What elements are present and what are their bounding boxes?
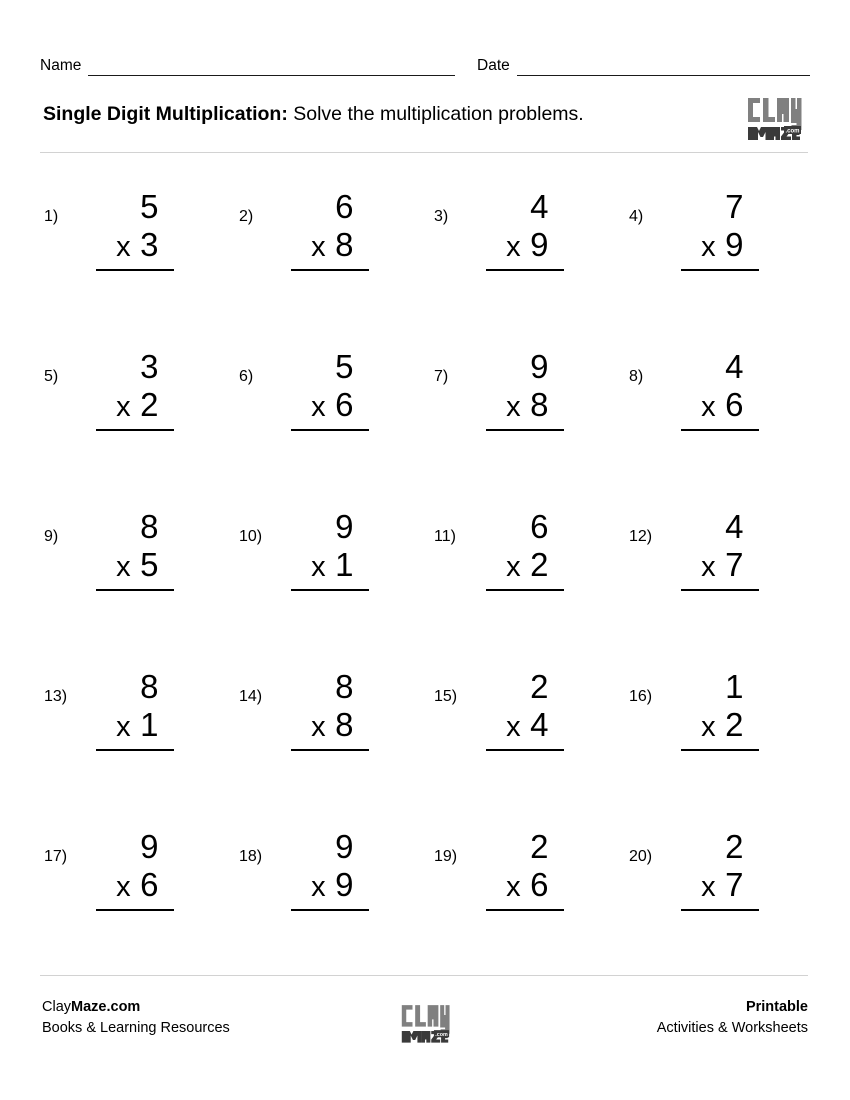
operator-symbol: x [506, 711, 522, 743]
problem-number: 4) [629, 208, 644, 225]
problem-item [40, 348, 200, 440]
problem-stack [80, 668, 177, 751]
svg-text:.com: .com [785, 128, 800, 135]
problem-stack [665, 348, 762, 431]
problem-number: 15) [434, 688, 458, 705]
operand-bottom-line [665, 386, 762, 426]
answer-rule[interactable] [681, 589, 759, 591]
operand-bottom-line [665, 706, 762, 746]
title-heading: Single Digit Multiplication: [43, 103, 288, 125]
problem-stack [665, 188, 762, 271]
problem-number: 11) [434, 528, 456, 545]
footer-tagline: Books & Learning Resources [42, 1020, 230, 1036]
operand-top: 3 [140, 348, 159, 385]
name-date-row [40, 50, 810, 76]
problem-item [40, 508, 200, 600]
problem-number: 3) [434, 208, 449, 225]
problem-number: 12) [629, 528, 653, 545]
problem-item [625, 188, 785, 280]
name-label: Name [40, 57, 82, 74]
problem-stack [80, 188, 177, 271]
operand-bottom-line [665, 226, 762, 266]
operand-top: 6 [335, 188, 354, 225]
problem-number: 6) [239, 368, 254, 385]
operand-top: 9 [335, 828, 354, 865]
operator-symbol: x [116, 871, 132, 903]
operator-symbol: x [701, 231, 717, 263]
operand-bottom: 4 [530, 706, 549, 743]
answer-rule[interactable] [486, 269, 564, 271]
operand-bottom-line [275, 706, 372, 746]
operator-symbol: x [116, 551, 132, 583]
problem-stack [80, 348, 177, 431]
operand-bottom: 1 [140, 706, 159, 743]
operand-bottom: 8 [335, 706, 354, 743]
problem-item [235, 828, 395, 920]
problem-stack [470, 668, 567, 751]
operator-symbol: x [701, 391, 717, 423]
name-field-group [40, 58, 455, 76]
operand-bottom-line [275, 866, 372, 906]
problem-item [40, 828, 200, 920]
problem-stack [275, 508, 372, 591]
operand-bottom: 2 [140, 386, 159, 423]
problem-row [40, 348, 810, 508]
problem-item [40, 668, 200, 760]
problem-stack [275, 668, 372, 751]
operand-bottom: 6 [140, 866, 159, 903]
answer-rule[interactable] [291, 749, 369, 751]
operand-bottom: 7 [725, 866, 744, 903]
problem-item [625, 828, 785, 920]
operand-bottom-line [275, 386, 372, 426]
operand-bottom: 1 [335, 546, 354, 583]
operand-bottom: 6 [725, 386, 744, 423]
operator-symbol: x [116, 711, 132, 743]
operator-symbol: x [311, 871, 327, 903]
operand-bottom: 6 [335, 386, 354, 423]
problem-number: 20) [629, 848, 653, 865]
operand-top: 4 [725, 508, 744, 545]
answer-rule[interactable] [486, 589, 564, 591]
operand-bottom-line [470, 706, 567, 746]
footer-printable-label: Printable [745, 999, 808, 1015]
problem-number: 5) [44, 368, 59, 385]
operator-symbol: x [506, 391, 522, 423]
operand-top: 8 [140, 668, 159, 705]
operator-symbol: x [116, 391, 132, 423]
problem-number: 7) [434, 368, 449, 385]
answer-rule[interactable] [486, 429, 564, 431]
problem-stack [275, 188, 372, 271]
operand-bottom-line [470, 386, 567, 426]
footer-left-block [42, 997, 230, 1039]
title-row [40, 96, 810, 142]
problem-stack [470, 828, 567, 911]
header-divider [40, 152, 808, 153]
problem-stack [275, 348, 372, 431]
operand-bottom: 5 [140, 546, 159, 583]
footer-site-name [42, 997, 230, 1018]
problem-number: 1) [44, 208, 59, 225]
name-input-line[interactable] [88, 61, 455, 76]
problem-stack [665, 828, 762, 911]
answer-rule[interactable] [96, 589, 174, 591]
footer-right-block [657, 997, 808, 1039]
footer-divider [40, 975, 808, 976]
operand-bottom: 8 [335, 226, 354, 263]
problem-row [40, 828, 810, 988]
operator-symbol: x [701, 871, 717, 903]
problem-row [40, 668, 810, 828]
operand-bottom-line [80, 706, 177, 746]
operand-bottom: 8 [530, 386, 549, 423]
page-title [43, 102, 584, 126]
operand-top: 2 [725, 828, 744, 865]
operand-bottom-line [470, 226, 567, 266]
problem-stack [80, 828, 177, 911]
operator-symbol: x [311, 711, 327, 743]
problem-item [430, 188, 590, 280]
operator-symbol: x [506, 551, 522, 583]
problem-item [235, 188, 395, 280]
answer-rule[interactable] [681, 749, 759, 751]
operand-bottom: 9 [725, 226, 744, 263]
problem-stack [470, 188, 567, 271]
operand-top: 5 [335, 348, 354, 385]
problem-number: 10) [239, 528, 263, 545]
operand-top: 8 [335, 668, 354, 705]
problem-number: 14) [239, 688, 263, 705]
claymaze-logo-footer [400, 999, 450, 1047]
claymaze-logo-header [746, 92, 802, 144]
operand-top: 9 [530, 348, 549, 385]
problem-item [625, 348, 785, 440]
operand-top: 4 [725, 348, 744, 385]
operator-symbol: x [311, 231, 327, 263]
problem-item [235, 348, 395, 440]
answer-rule[interactable] [291, 269, 369, 271]
operand-bottom-line [80, 226, 177, 266]
problem-stack [665, 668, 762, 751]
operator-symbol: x [701, 711, 717, 743]
operand-bottom-line [665, 866, 762, 906]
problem-row [40, 188, 810, 348]
answer-rule[interactable] [681, 269, 759, 271]
operand-bottom-line [80, 386, 177, 426]
answer-rule[interactable] [96, 429, 174, 431]
answer-rule[interactable] [486, 749, 564, 751]
operand-top: 8 [140, 508, 159, 545]
title-instruction: Solve the multiplication problems. [287, 103, 584, 125]
problem-item [430, 508, 590, 600]
answer-rule[interactable] [291, 429, 369, 431]
date-input-line[interactable] [517, 61, 810, 76]
problem-item [625, 668, 785, 760]
operator-symbol: x [506, 231, 522, 263]
answer-rule[interactable] [681, 909, 759, 911]
operand-bottom: 6 [530, 866, 549, 903]
problem-stack [470, 348, 567, 431]
operand-top: 1 [725, 668, 744, 705]
problem-stack [470, 508, 567, 591]
problem-item [430, 828, 590, 920]
operand-top: 6 [530, 508, 549, 545]
problems-grid [40, 188, 810, 988]
svg-text:.com: .com [435, 1031, 448, 1038]
problem-item [40, 188, 200, 280]
footer-activities-label: Activities & Worksheets [656, 1020, 808, 1036]
problem-number: 18) [239, 848, 263, 865]
operator-symbol: x [311, 391, 327, 423]
problem-stack [80, 508, 177, 591]
problem-item [235, 668, 395, 760]
operator-symbol: x [311, 551, 327, 583]
problem-stack [275, 828, 372, 911]
operand-bottom: 9 [530, 226, 549, 263]
footer-site-maze: Maze.com [71, 999, 141, 1015]
date-field-group [477, 58, 810, 76]
operand-top: 9 [335, 508, 354, 545]
problem-number: 8) [629, 368, 644, 385]
operand-bottom: 2 [725, 706, 744, 743]
problem-number: 13) [44, 688, 68, 705]
operand-top: 9 [140, 828, 159, 865]
operand-bottom-line [80, 866, 177, 906]
problem-item [235, 508, 395, 600]
operand-top: 5 [140, 188, 159, 225]
date-label: Date [477, 57, 510, 74]
operator-symbol: x [506, 871, 522, 903]
operand-bottom: 9 [335, 866, 354, 903]
operand-bottom-line [275, 226, 372, 266]
problem-number: 17) [44, 848, 68, 865]
operand-bottom-line [470, 866, 567, 906]
operand-top: 2 [530, 668, 549, 705]
problem-row [40, 508, 810, 668]
operand-bottom-line [470, 546, 567, 586]
problem-item [625, 508, 785, 600]
operator-symbol: x [701, 551, 717, 583]
footer-site-clay: Clay [42, 999, 72, 1015]
operand-bottom: 2 [530, 546, 549, 583]
operand-top: 7 [725, 188, 744, 225]
operand-top: 4 [530, 188, 549, 225]
operand-bottom-line [665, 546, 762, 586]
answer-rule[interactable] [96, 909, 174, 911]
operand-bottom-line [80, 546, 177, 586]
answer-rule[interactable] [681, 429, 759, 431]
operand-bottom-line [275, 546, 372, 586]
answer-rule[interactable] [291, 909, 369, 911]
problem-number: 16) [629, 688, 653, 705]
answer-rule[interactable] [486, 909, 564, 911]
problem-number: 19) [434, 848, 458, 865]
operand-bottom: 7 [725, 546, 744, 583]
page-footer [40, 997, 810, 1057]
problem-item [430, 348, 590, 440]
operand-bottom: 3 [140, 226, 159, 263]
problem-stack [665, 508, 762, 591]
answer-rule[interactable] [96, 269, 174, 271]
answer-rule[interactable] [291, 589, 369, 591]
problem-item [430, 668, 590, 760]
problem-number: 9) [44, 528, 59, 545]
problem-number: 2) [239, 208, 254, 225]
operator-symbol: x [116, 231, 132, 263]
answer-rule[interactable] [96, 749, 174, 751]
operand-top: 2 [530, 828, 549, 865]
